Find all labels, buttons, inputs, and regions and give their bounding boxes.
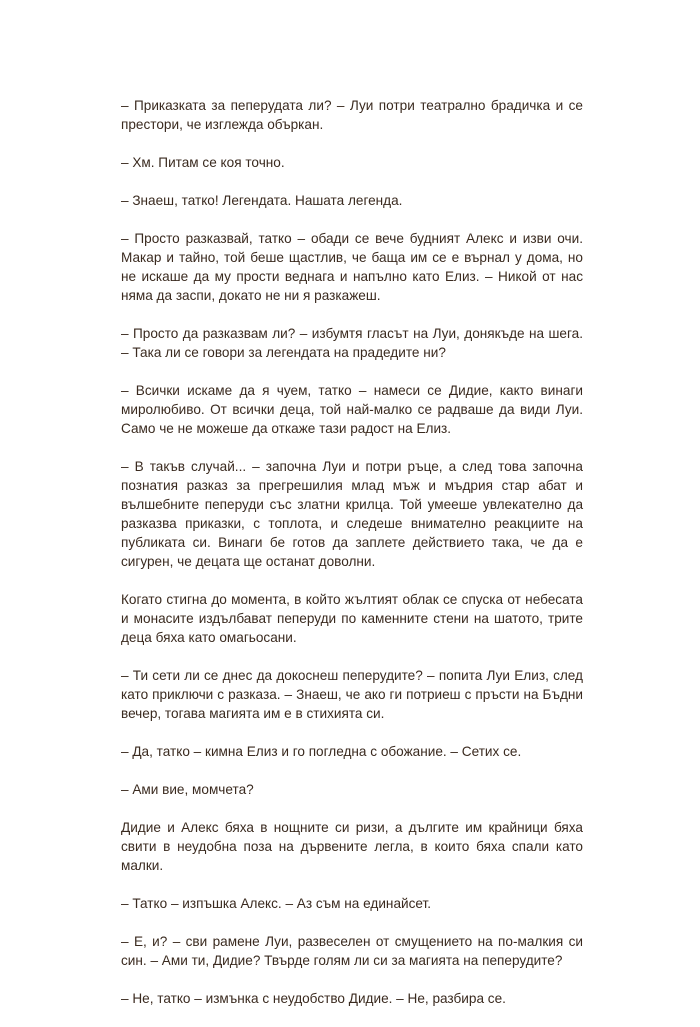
paragraph: – Просто разказвай, татко – обади се вече будният Алекс и изви очи. Макар и тайно, той беше щастлив, че баща им се е върнал у дома, но не искаше да му прости веднага и напълно като Елиз. – Никой от нас няма да заспи, докато не ни я разкажеш. (121, 231, 583, 303)
paragraph: – Ами вие, момчета? (121, 782, 254, 797)
paragraph: – Приказката за пеперудата ли? – Луи потри театрално брадичка и се престори, че изглежда объркан. (121, 98, 583, 132)
paragraph: Когато стигна до момента, в който жълтият облак се спуска от небесата и монасите издълбават пеперуди по каменните стени на шатото, трите деца бяха като омагьосани. (121, 592, 583, 645)
paragraph: – Не, татко – измънка с неудобство Дидие. – Не, разбира се. (121, 991, 506, 1006)
paragraph: – Да, татко – кимна Елиз и го погледна с обожание. – Сетих се. (121, 744, 522, 759)
paragraph: – Ти сети ли се днес да докоснеш пеперудите? – попита Луи Елиз, след като приключи с разказа. – Знаеш, че ако ги потриеш с пръсти на Бъдни вечер, тогава магията им е в стихията си. (121, 668, 583, 721)
paragraph: – Знаеш, татко! Легендата. Нашата легенда. (121, 193, 403, 208)
paragraph: – Просто да разказвам ли? – избумтя гласът на Луи, донякъде на шега. – Така ли се говори за легендата на прадедите ни? (121, 326, 583, 360)
paragraph: – Е, и? – сви рамене Луи, развеселен от смущението на по-малкия си син. – Ами ти, Дидие? Твърде голям ли си за магията на пеперудите? (121, 934, 583, 968)
paragraph: Дидие и Алекс бяха в нощните си ризи, а дългите им крайници бяха свити в неудобна поза на дървените легла, в които бяха спали като малки. (121, 820, 583, 873)
paragraph: – В такъв случай... – започна Луи и потри ръце, а след това започна познатия разказ за прегрешилия млад мъж и мъдрия стар абат и вълшебните пеперуди със златни крилца. Той умееше увлекателно да разказва приказки, с топлота, и следеше внимателно реакциите на публиката си. Винаги бе готов да заплете действието така, че да е сигурен, че децата ще останат доволни. (121, 459, 583, 569)
paragraph: – Всички искаме да я чуем, татко – намеси се Дидие, както винаги миролюбиво. От всички деца, той най-малко се радваше да види Луи. Само че не можеше да откаже тази радост на Елиз. (121, 383, 583, 436)
paragraph: – Татко – изпъшка Алекс. – Аз съм на единайсет. (121, 896, 431, 911)
paragraph: – Хм. Питам се коя точно. (121, 155, 285, 170)
text-body (121, 96, 583, 1027)
